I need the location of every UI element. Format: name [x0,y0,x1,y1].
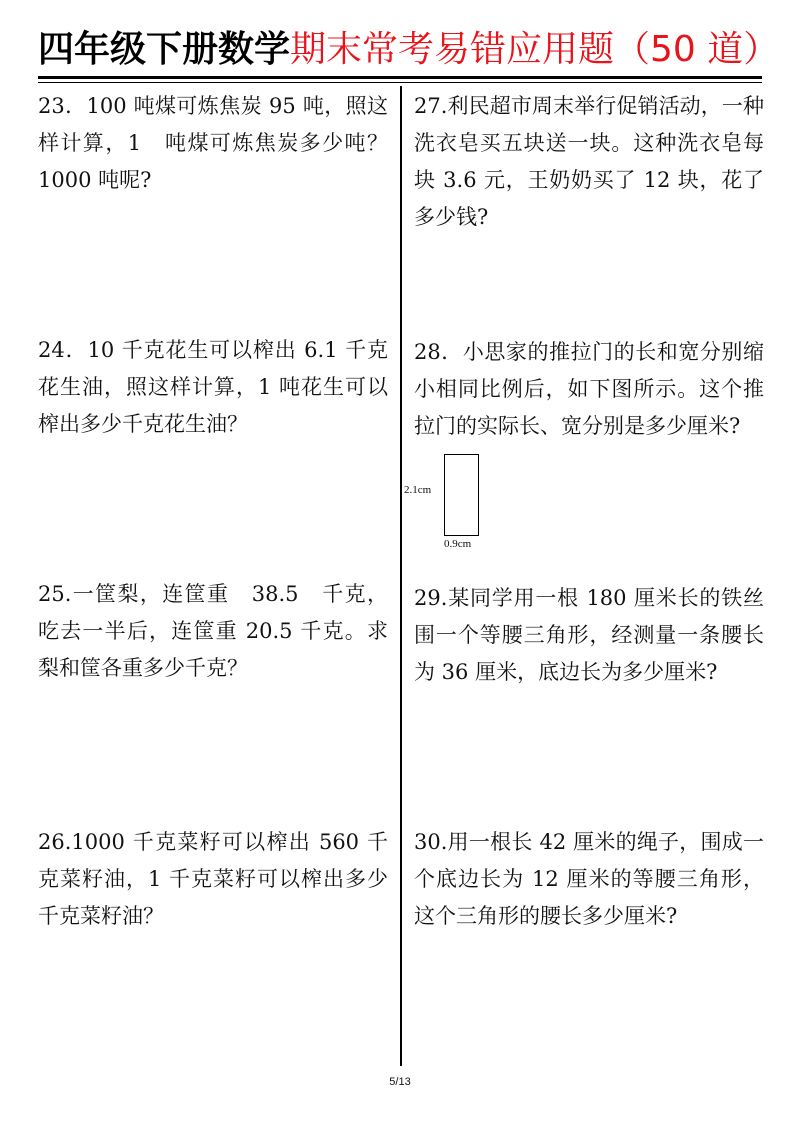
question-27: 27.利民超市周末举行促销活动，一种洗衣皂买五块送一块。这种洗衣皂每块 3.6 元，王奶奶买了 12 块，花了多少钱? [414,94,764,229]
question-29: 29.某同学用一根 180 厘米长的铁丝围一个等腰三角形，经测量一条腰长为 36 厘米，底边长为多少厘米? [414,586,764,684]
title-black-part: 四年级下册数学 [38,29,291,70]
question-30: 30.用一根长 42 厘米的绳子，围成一个底边长为 12 厘米的等腰三角形，这个三角形的腰长多少厘米? [414,830,764,928]
header-rule-thick [38,76,762,79]
door-height-label: 2.1cm [404,484,432,496]
page-number: 5/13 [389,1076,411,1088]
question-26: 26.1000 千克菜籽可以榨出 560 千克菜籽油，1 千克菜籽可以榨出多少千克菜籽油？ [38,830,388,928]
question-24: 24．10 千克花生可以榨出 6.1 千克花生油，照这样计算，1 吨花生可以榨出多少千克花生油？ [38,338,388,436]
door-diagram [404,452,494,554]
title-red-part: 期末常考易错应用题（50 道） [290,29,780,70]
question-25: 25.一筐梨，连筐重 38.5 千克，吃去一半后，连筐重 20.5 千克。求梨和筐各重多少千克？ [38,582,388,680]
question-23: 23．100 吨煤可炼焦炭 95 吨，照这样计算，1 吨煤可炼焦炭多少吨？1000 吨呢? [38,94,388,192]
header-rule-thin [38,82,762,83]
page-title [38,26,780,74]
door-width-label: 0.9cm [444,538,472,550]
question-28: 28．小思家的推拉门的长和宽分别缩小相同比例后，如下图所示。这个推拉门的实际长、宽分别是多少厘米? [414,340,764,438]
door-rectangle [444,454,479,536]
column-divider [400,86,402,1066]
